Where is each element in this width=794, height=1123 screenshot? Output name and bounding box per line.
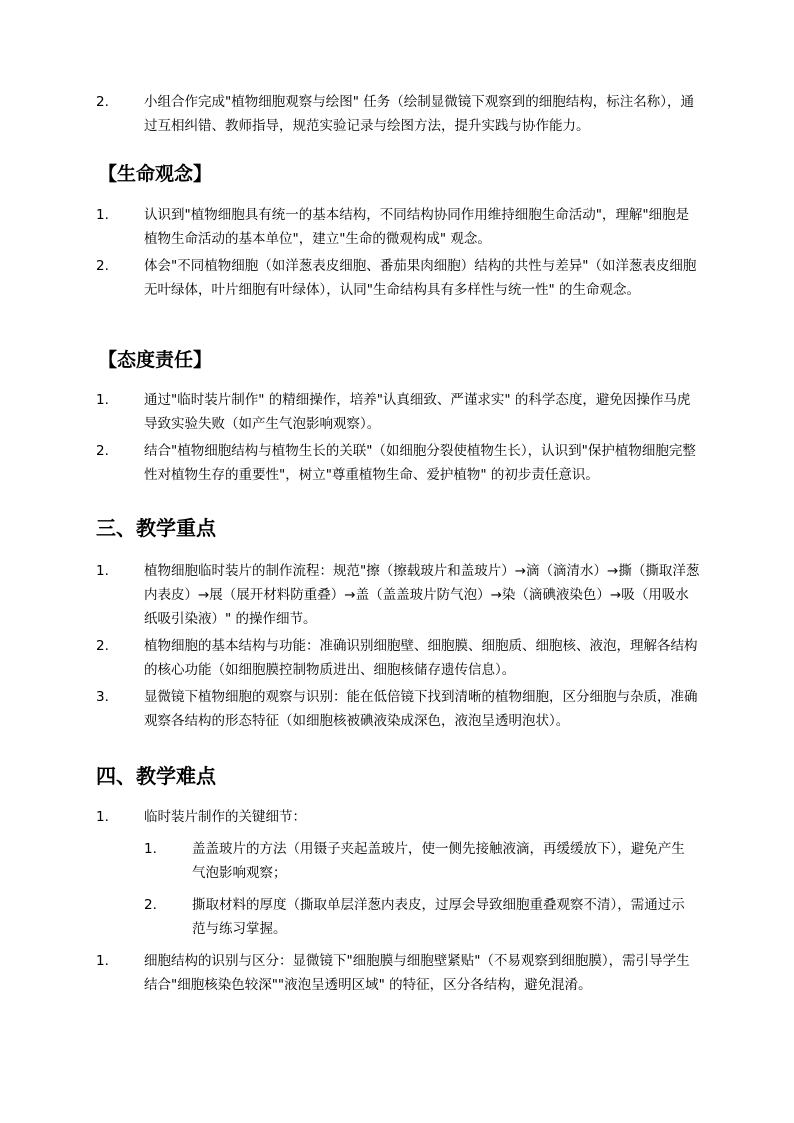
section-heading: 三、教学重点: [96, 516, 216, 540]
list-number: 2.: [144, 897, 157, 913]
list-number: 2.: [96, 443, 109, 459]
list-text: 体会"不同植物细胞（如洋葱表皮细胞、番茄果肉细胞）结构的共性与差异"（如洋葱表皮细胞无叶绿体，叶片细胞有叶绿体），认同"生命结构具有多样性与统一性" 的生命观念。: [144, 258, 697, 298]
list-item-nested: [0, 893, 794, 941]
list-text: 显微镜下植物细胞的观察与识别：能在低倍镜下找到清晰的植物细胞，区分细胞与杂质，准确观察各结构的形态特征（如细胞核被碘液染成深色，液泡呈透明泡状）。: [144, 689, 698, 729]
section-heading: 四、教学难点: [96, 764, 216, 788]
section-heading: 【生命观念】: [98, 163, 213, 185]
list-number: 1.: [96, 563, 109, 579]
list-item: [0, 254, 794, 302]
list-item: [0, 388, 794, 436]
list-item: [0, 805, 794, 829]
list-number: 1.: [96, 953, 109, 969]
list-number: 1.: [96, 809, 109, 825]
list-text: 撕取材料的厚度（撕取单层洋葱内表皮，过厚会导致细胞重叠观察不清），需通过示范与练习掌握。: [192, 897, 685, 937]
list-text: 植物细胞临时装片的制作流程：规范"擦（擦载玻片和盖玻片）→滴（滴清水）→撕（撕取洋葱内表皮）→展（展开材料防重叠）→盖（盖盖玻片防气泡）→染（滴碘液染色）→吸（用吸水纸吸引染液）" 的操作细节。: [144, 563, 700, 627]
list-number: 1.: [144, 841, 157, 857]
section-attitude: [0, 346, 794, 490]
list-number: 1.: [96, 207, 109, 223]
list-number: 2.: [96, 94, 109, 110]
list-number: 1.: [96, 392, 109, 408]
list-number: 2.: [96, 258, 109, 274]
list-text: 结合"植物细胞结构与植物生长的关联"（如细胞分裂使植物生长），认识到"保护植物细胞完整性对植物生存的重要性"，树立"尊重植物生命、爱护植物" 的初步责任意识。: [144, 443, 696, 483]
list-number: 3.: [96, 689, 109, 705]
list-item: [0, 559, 794, 631]
section-heading: 【态度责任】: [98, 349, 213, 371]
list-text: 认识到"植物细胞具有统一的基本结构，不同结构协同作用维持细胞生命活动"，理解"细胞是植物生命活动的基本单位"，建立"生命的微观构成" 观念。: [144, 207, 690, 247]
list-text: 植物细胞的基本结构与功能：准确识别细胞壁、细胞膜、细胞质、细胞核、液泡，理解各结构的核心功能（如细胞膜控制物质进出、细胞核储存遗传信息）。: [144, 638, 698, 678]
list-item: [0, 203, 794, 251]
list-text: 细胞结构的识别与区分：显微镜下"细胞膜与细胞壁紧贴"（不易观察到细胞膜），需引导学生结合"细胞核染色较深""液泡呈透明区域" 的特征，区分各结构，避免混淆。: [144, 953, 690, 993]
list-text: 通过"临时装片制作" 的精细操作，培养"认真细致、严谨求实" 的科学态度，避免因操作马虎导致实验失败（如产生气泡影响观察）。: [144, 392, 691, 432]
section-life-concept: [0, 160, 794, 305]
list-item: [0, 634, 794, 682]
list-text: 小组合作完成"植物细胞观察与绘图" 任务（绘制显微镜下观察到的细胞结构，标注名称），通过互相纠错、教师指导，规范实验记录与绘图方法，提升实践与协作能力。: [144, 94, 694, 134]
list-item: [0, 949, 794, 997]
list-item: [0, 90, 794, 138]
list-item-nested: [0, 837, 794, 885]
content-block-1: [0, 90, 794, 141]
list-text: 盖盖玻片的方法（用镊子夹起盖玻片，使一侧先接触液滴，再缓缓放下），避免产生气泡影响观察；: [192, 841, 685, 881]
list-number: 2.: [96, 638, 109, 654]
list-text: 临时装片制作的关键细节：: [144, 809, 306, 825]
section-key-points: [0, 514, 794, 736]
list-item: [0, 439, 794, 487]
list-item: [0, 685, 794, 733]
section-difficulties: [0, 762, 794, 1000]
